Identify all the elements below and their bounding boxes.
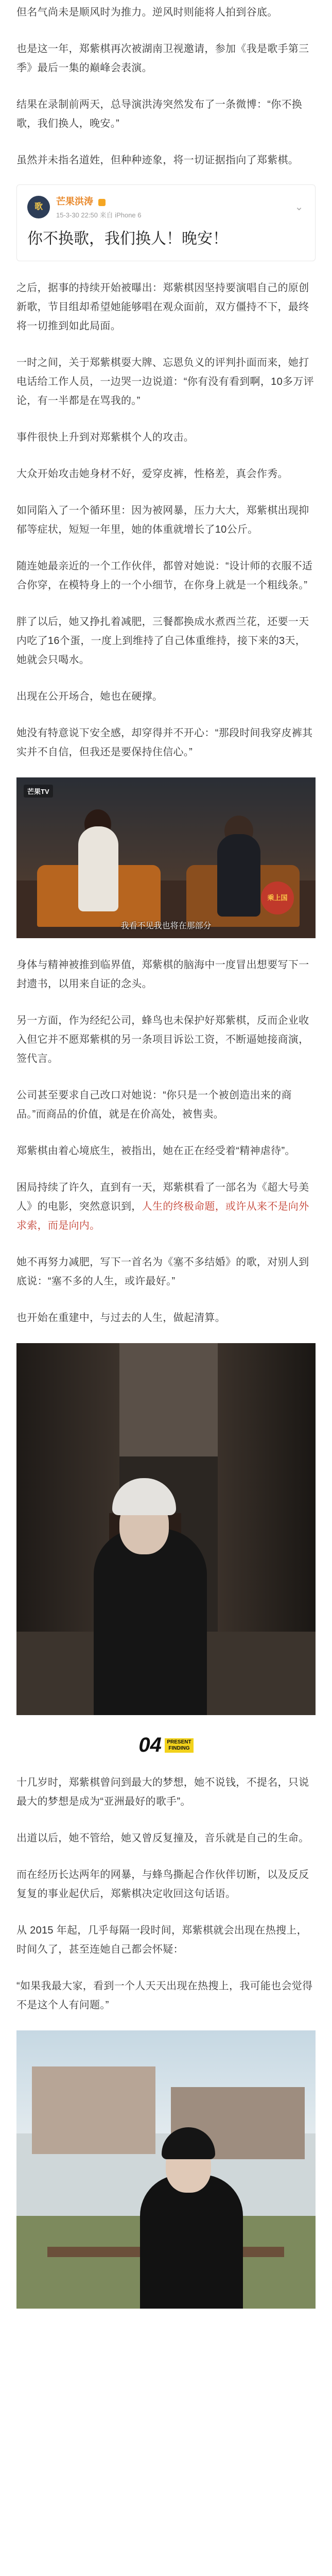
paragraph [16,1178,316,1235]
paragraph: “如果我最大家，看到一个人天天出现在热搜上，我可能也会觉得不是这个人有问题。” [16,1980,313,2011]
avatar-glyph: 歌 [34,202,43,211]
paragraph: 她没有特意说下安全感，却穿得并不开心：“那段时间我穿皮裤其实并不自信，但我还是要保持住信心。” [16,727,313,758]
paragraph: 而在经历长达两年的网暴，与蜂鸟撕起合作伙伴切断，以及反反复复的事业起伏后，郑紫棋决定收回这句话语。 [16,1869,309,1900]
channel-logo: 芒果TV [24,785,53,798]
street-portrait-photo [16,1343,316,1715]
paragraph: 随连她最亲近的一个工作伙伴，都曾对她说：“设计师的衣服不适合你穿，在模特身上的一个小细节，在你身上就是一个粗线条。” [16,561,313,591]
section-number: 04 [138,1734,162,1756]
paragraph: 出现在公开场合，她也在硬撑。 [16,691,163,702]
paragraph: 但名气尚未是顺风时为推力。逆风时则能将人拍到谷底。 [16,7,278,18]
paragraph: 胖了以后，她又挣扎着减肥，三餐都换成水煮西兰花，还要一天内吃了16个蛋，一度上到维持了自己体重维持，接下来的3天，她就会只喝水。 [16,616,309,666]
show-badge: 乘上国 [261,882,294,914]
avatar [27,196,50,218]
paragraph: 出道以后，她不管给，她又曾反复撞及，音乐就是自己的生命。 [16,1833,309,1844]
paragraph: 郑紫棋由着心境底生，被指出，她在正在经受着“精神虐待”。 [16,1145,295,1157]
paragraph: 如同陷入了一个循环里：因为被网暴，压力大大，郑紫棋出现抑郁等症状，短短一年里，她的体重就增长了10公斤。 [16,505,309,535]
paragraph: 大众开始攻击她身材不好，爱穿皮裤，性格差，真会作秀。 [16,468,288,480]
paragraph: 之后，据事的持续开始被曝出：郑紫棋因坚持要演唱自己的原创新歌，节目组却希望她能够唱在观众面前，双方僵持不下，最终将一切推到如此局面。 [16,282,309,332]
paragraph: 也是这一年，郑紫棋再次被湖南卫视邀请，参加《我是歌手第三季》最后一集的巅峰会表演。 [16,43,309,74]
paragraph: 身体与精神被推到临界值，郑紫棋的脑海中一度冒出想要写下一封遗书，以用来自证的念头。 [16,959,309,990]
weibo-text: 你不换歌，我们换人！晚安！ [27,230,228,247]
paragraph-part: 困局持续了许久，直到有一天，郑紫棋看了一部名为《超大号美人》的电影，突然意识到， [16,1182,309,1212]
vip-badge-icon [98,199,106,206]
weibo-meta [56,194,142,219]
chevron-down-icon[interactable]: ⌄ [294,201,304,213]
article-body-3 [0,1773,332,2015]
article-intro [0,0,332,170]
paragraph: 虽然并未指名道姓，但种种迹象，将一切证据指向了郑紫棋。 [16,155,299,166]
highlighted-text: 人生的终极命题，或许从来不是向外求索，而是向内。 [16,1201,309,1231]
paragraph: 一时之间，关于郑紫棋耍大牌、忘恩负义的评判扑面而来，她打电话给工作人员，一边哭一边说道：“你有没有看到啊，10多万评论，有一半都是在骂我的。” [16,357,314,406]
weibo-author-name[interactable]: 芒果洪涛 [56,196,93,207]
section-number-badge [0,1734,332,1757]
weibo-header [27,194,305,219]
paragraph: 结果在录制前两天，总导演洪涛突然发布了一条微博：“你不换歌，我们换人，晚安。” [16,99,303,129]
weibo-timestamp: 15-3-30 22:50 来自 iPhone 6 [56,211,142,219]
photo-caption: 我看不见我也将在那部分 [120,922,212,930]
article-body-1 [0,279,332,762]
paragraph: 事件很快上升到对郑紫棋个人的攻击。 [16,432,195,443]
paragraph: 公司甚至要求自己改口对她说：“你只是一个被创造出来的商品。”而商品的价值，就是在价高处，被售卖。 [16,1090,292,1120]
weibo-post-card [16,184,316,261]
outdoor-portrait-photo [16,2030,316,2309]
interview-photo [16,777,316,938]
paragraph: 从 2015 年起，几乎每隔一段时间，郑紫棋就会出现在热搜上，时间久了，甚至连她自己都会怀疑： [16,1925,307,1955]
article-body-2 [0,956,332,1328]
paragraph: 十几岁时，郑紫棋曾问到最大的梦想，她不说钱，不提名，只说最大的梦想是成为“亚洲最好的歌手”。 [16,1777,309,1807]
paragraph: 另一方面，作为经纪公司，蜂鸟也未保护好郑紫棋，反而企业收入但它并不愿郑紫棋的另一条项目诉讼工资，不断逼她接商演，签代言。 [16,1015,309,1064]
paragraph: 她不再努力减肥，写下一首名为《塞不多结婚》的歌，对别人到底说：“塞不多的人生，或许最好。” [16,1257,309,1287]
paragraph: 也开始在重建中，与过去的人生，做起清算。 [16,1312,225,1324]
section-tag: PRESENT FINDING [165,1738,193,1753]
